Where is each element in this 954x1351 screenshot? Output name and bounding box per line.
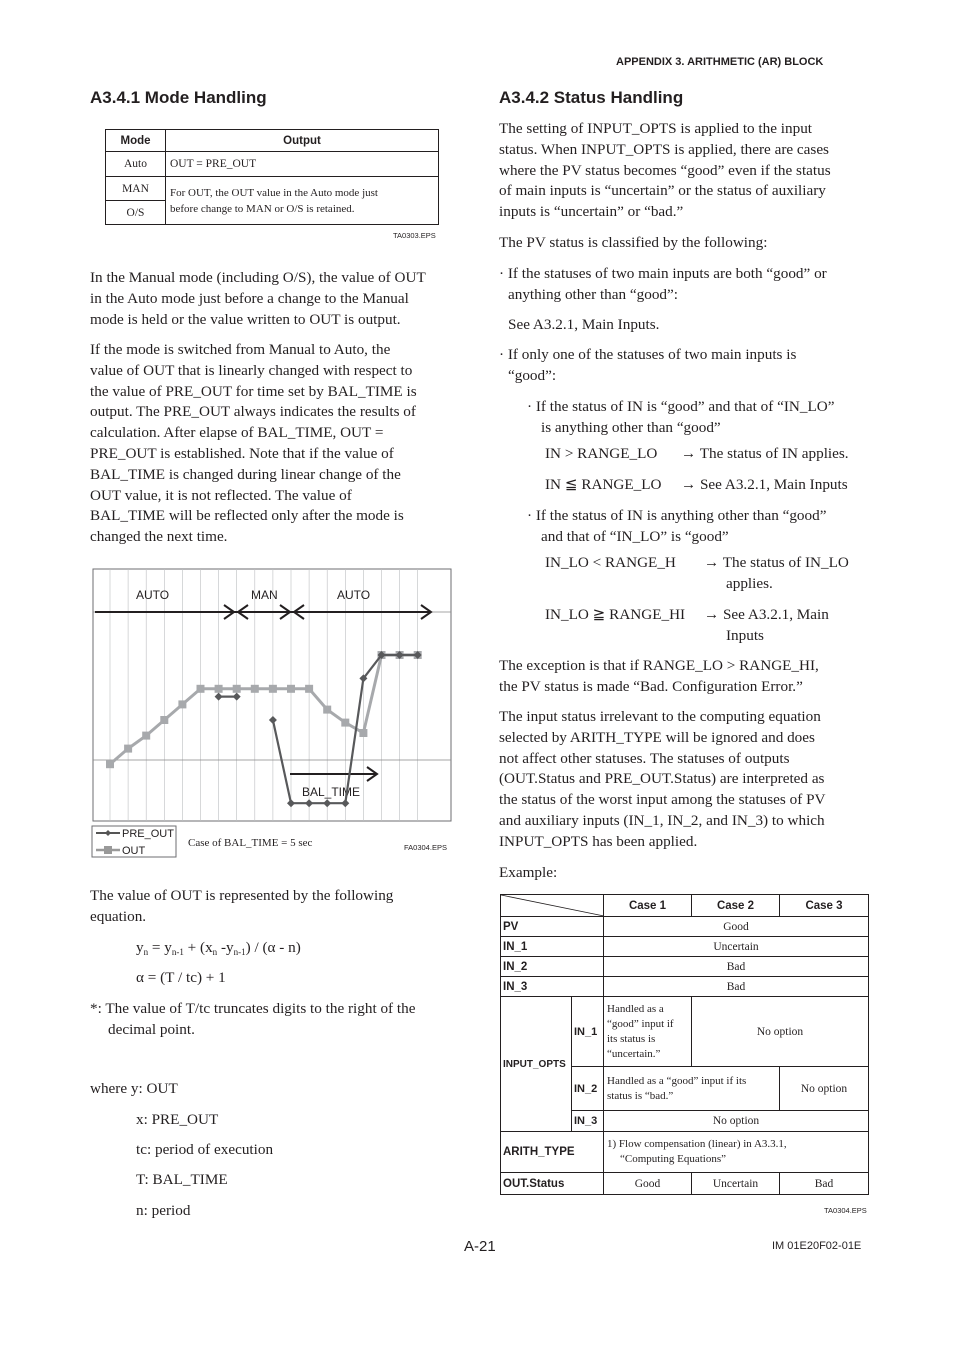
status-para-4-line: the status of the worst input among the statuses of PV: [499, 791, 826, 809]
data-point: [251, 685, 259, 693]
row-in2-label: IN_2: [501, 957, 604, 977]
data-point: [160, 716, 168, 724]
status-para-4-line: The input status irrelevant to the computing equation: [499, 708, 821, 725]
table-corner: [501, 895, 604, 917]
data-point: [124, 745, 132, 753]
label-auto-2: AUTO: [337, 588, 371, 602]
row-in3-label: IN_3: [501, 977, 604, 997]
case-2-header: Case 2: [692, 895, 780, 917]
cond-4-right-line2: Inputs: [726, 626, 764, 644]
equation-intro-line: The value of OUT is represented by the following: [90, 887, 394, 904]
mode-para-2-line: BAL_TIME is changed during linear change of the: [90, 465, 401, 483]
where-tc: tc: period of execution: [136, 1141, 274, 1158]
cond-4-right: [704, 605, 829, 647]
mode-os: O/S: [106, 201, 166, 225]
out-status-label: OUT.Status: [501, 1173, 604, 1195]
sub-bullet-1-line1: · If the status of IN is “good” and that of “IN_LO”: [527, 398, 835, 415]
arith-type-line: “Computing Equations”: [620, 1153, 727, 1165]
equation-intro: [90, 886, 460, 928]
legend-out-marker: [104, 846, 112, 854]
row-pv-label: PV: [501, 917, 604, 937]
out-status-case3: Bad: [780, 1173, 869, 1195]
output-man-os: [166, 177, 439, 225]
bullet-2-line2: “good”:: [508, 366, 557, 384]
chart-eps: FA0304.EPS: [404, 843, 447, 852]
cond-3-right-line2: applies.: [726, 574, 773, 592]
status-para-4-line: selected by ARITH_TYPE will be ignored and does: [499, 728, 815, 746]
label-man: MAN: [251, 588, 278, 602]
mode-man: MAN: [106, 177, 166, 201]
row-in3-value: Bad: [604, 977, 869, 997]
label-bal-time: BAL_TIME: [302, 785, 361, 799]
cond-3-right-line1: → The status of IN_LO: [704, 554, 849, 571]
legend-out-label: OUT: [122, 845, 146, 857]
opt-in2-case12-line: status is “bad.”: [607, 1089, 674, 1102]
opt-in1-label: IN_1: [572, 997, 604, 1067]
cond-2-right: → See A3.2.1, Main Inputs: [681, 476, 848, 493]
opt-in3-label: IN_3: [572, 1111, 604, 1132]
row-in2-value: Bad: [604, 957, 869, 977]
opt-in1-case1-line: its status is: [607, 1032, 656, 1045]
sub-bullet-2-line1: · If the status of IN is anything other than “good”: [527, 507, 827, 524]
arith-type-line: 1) Flow compensation (linear) in A3.3.1,: [607, 1138, 787, 1150]
chart-caption: Case of BAL_TIME = 5 sec: [188, 837, 313, 849]
data-point: [341, 719, 349, 727]
row-pv-value: Good: [604, 917, 869, 937]
data-point: [323, 706, 331, 714]
data-point: [359, 729, 367, 737]
status-para-1-line: where the PV status becomes “good” even if the status: [499, 161, 831, 179]
sub-bullet-2-line2: and that of “IN_LO” is “good”: [541, 527, 729, 545]
opt-in1-case1-line: Handled as a: [607, 1002, 664, 1015]
status-para-4-line: not affect other statuses. The statuses of outputs: [499, 749, 790, 767]
mode-para-2-line: value of OUT that is linearly changed with respect to: [90, 361, 413, 379]
where-n: n: period: [136, 1202, 191, 1219]
status-para-2: The PV status is classified by the following:: [499, 234, 768, 251]
example-table-eps: TA0304.EPS: [824, 1206, 867, 1215]
cond-1-right: → The status of IN applies.: [681, 445, 849, 462]
mode-para-2-line: PRE_OUT is established. Note that if the value of: [90, 444, 394, 462]
sub-bullet-2: [527, 506, 877, 548]
bullet-1-line1: · If the statuses of two main inputs are both “good” or: [499, 265, 827, 282]
mode-para-2-line: changed the next time.: [90, 528, 228, 546]
status-para-4: [499, 707, 879, 853]
running-header: APPENDIX 3. ARITHMETIC (AR) BLOCK: [616, 56, 824, 68]
opt-in2-label: IN_2: [572, 1067, 604, 1111]
input-opts-label: INPUT_OPTS: [501, 997, 572, 1132]
mode-para-2-line: calculation. After elapse of BAL_TIME, OUT =: [90, 424, 384, 442]
bullet-1: [499, 264, 879, 306]
mode-para-1-line: In the Manual mode (including O/S), the value of OUT: [90, 269, 426, 286]
mode-para-1: [90, 268, 460, 330]
data-point: [106, 760, 114, 768]
opt-in3-value: No option: [604, 1111, 869, 1132]
opt-in2-case12-line: Handled as a “good” input if its: [607, 1074, 747, 1087]
status-para-3-line: the PV status is made “Bad. Configuration Error.”: [499, 677, 803, 695]
mode-table-eps: TA0303.EPS: [393, 231, 436, 240]
cond-4-right-line1: → See A3.2.1, Main: [704, 606, 829, 623]
status-para-3-line: The exception is that if RANGE_LO > RANGE_HI,: [499, 657, 819, 674]
status-para-1-line: of main inputs is “uncertain” or the status of auxiliary: [499, 182, 826, 200]
sub-bullet-1-line2: is anything other than “good”: [541, 418, 721, 436]
data-point: [305, 685, 313, 693]
cond-3-left: IN_LO < RANGE_H: [545, 554, 676, 571]
data-point: [178, 700, 186, 708]
mode-auto: Auto: [106, 152, 166, 177]
row-in1-label: IN_1: [501, 937, 604, 957]
opt-in1-case1-line: “uncertain.”: [607, 1047, 661, 1060]
document-number: IM 01E20F02-01E: [772, 1240, 862, 1252]
mode-para-2: [90, 340, 460, 548]
arith-type-value: [604, 1132, 869, 1173]
cond-1-left: IN > RANGE_LO: [545, 445, 658, 462]
output-col-header: Output: [166, 130, 439, 152]
status-para-4-line: (OUT.Status and PRE_OUT.Status) are interpreted as: [499, 770, 825, 788]
case-3-header: Case 3: [780, 895, 869, 917]
output-man-os-line1: For OUT, the OUT value in the Auto mode just: [170, 186, 378, 199]
mode-table: [105, 129, 439, 225]
opt-in1-case1: [604, 997, 692, 1067]
row-in1-value: Uncertain: [604, 937, 869, 957]
data-point: [142, 732, 150, 740]
opt-in1-rest: No option: [692, 997, 869, 1067]
status-para-4-line: INPUT_OPTS has been applied.: [499, 832, 698, 850]
mode-para-2-line: the value of PRE_OUT for time set by BAL_TIME is: [90, 382, 417, 400]
status-para-1: [499, 119, 879, 223]
mode-col-header: Mode: [106, 130, 166, 152]
mode-para-1-line: mode is held or the value written to OUT is output.: [90, 310, 401, 328]
equation-intro-line: equation.: [90, 907, 147, 925]
data-point: [215, 685, 223, 693]
example-label: Example:: [499, 864, 558, 881]
sub-bullet-1: [527, 397, 877, 439]
case-1-header: Case 1: [604, 895, 692, 917]
cond-3-right: [704, 553, 849, 595]
status-para-3: [499, 656, 879, 698]
mode-para-2-line: BAL_TIME will be reflected only after the mode is: [90, 507, 404, 525]
truncation-note-line2: decimal point.: [108, 1020, 195, 1038]
mode-para-2-line: If the mode is switched from Manual to Auto, the: [90, 341, 391, 358]
where-x: x: PRE_OUT: [136, 1111, 219, 1128]
status-para-1-line: The setting of INPUT_OPTS is applied to the input: [499, 120, 813, 137]
legend-pre-out-label: PRE_OUT: [122, 828, 174, 840]
data-point: [197, 685, 205, 693]
section-heading-status-handling: A3.4.2 Status Handling: [499, 88, 684, 107]
page-number: A-21: [464, 1238, 496, 1255]
label-auto-1: AUTO: [136, 588, 170, 602]
equation-2: α = (T / tc) + 1: [136, 969, 226, 986]
opt-in1-case1-line: “good” input if: [607, 1017, 674, 1030]
where-y: where y: OUT: [90, 1080, 178, 1097]
data-point: [269, 685, 277, 693]
arith-type-label: ARITH_TYPE: [501, 1132, 604, 1173]
mode-para-1-line: in the Auto mode just before a change to the Manual: [90, 289, 409, 307]
status-para-4-line: and auxiliary inputs (IN_1, IN_2, and IN_3) to which: [499, 811, 825, 829]
data-point: [287, 685, 295, 693]
where-t: T: BAL_TIME: [136, 1171, 228, 1188]
equation-1: $y_n = y_{n-1} + (x_n$ $-y_{n-1}) / (\alpha - n)$: [136, 939, 301, 957]
out-status-case1: Good: [604, 1173, 692, 1195]
bullet-1-line2: anything other than “good”:: [508, 285, 678, 303]
truncation-note: [90, 999, 460, 1041]
truncation-note-line1: *: The value of T/tc truncates digits to the right of the: [90, 1000, 416, 1017]
output-man-os-line2: before change to MAN or O/S is retained.: [170, 202, 355, 215]
cond-2-left: IN ≦ RANGE_LO: [545, 476, 662, 493]
output-auto: OUT = PRE_OUT: [166, 152, 439, 177]
mode-para-2-line: output. The PRE_OUT always indicates the results of: [90, 403, 416, 421]
opt-in2-case12: [604, 1067, 780, 1111]
bullet-2: [499, 345, 879, 387]
section-heading-mode-handling: A3.4.1 Mode Handling: [90, 88, 267, 107]
status-para-1-line: inputs is “uncertain” or “bad.”: [499, 203, 684, 221]
mode-para-2-line: OUT value, it is not reflected. The value of: [90, 486, 352, 504]
opt-in2-case3: No option: [780, 1067, 869, 1111]
corner-diagonal: [501, 895, 604, 916]
data-point: [233, 685, 241, 693]
see-main-inputs: See A3.2.1, Main Inputs.: [508, 316, 660, 333]
example-table: [500, 894, 869, 1195]
bullet-2-line1: · If only one of the statuses of two main inputs is: [499, 346, 797, 363]
bal-time-chart: [90, 568, 454, 860]
cond-4-left: IN_LO ≧ RANGE_HI: [545, 606, 686, 623]
chart-frame: [93, 569, 451, 821]
status-para-1-line: status. When INPUT_OPTS is applied, there are cases: [499, 140, 829, 158]
out-status-case2: Uncertain: [692, 1173, 780, 1195]
